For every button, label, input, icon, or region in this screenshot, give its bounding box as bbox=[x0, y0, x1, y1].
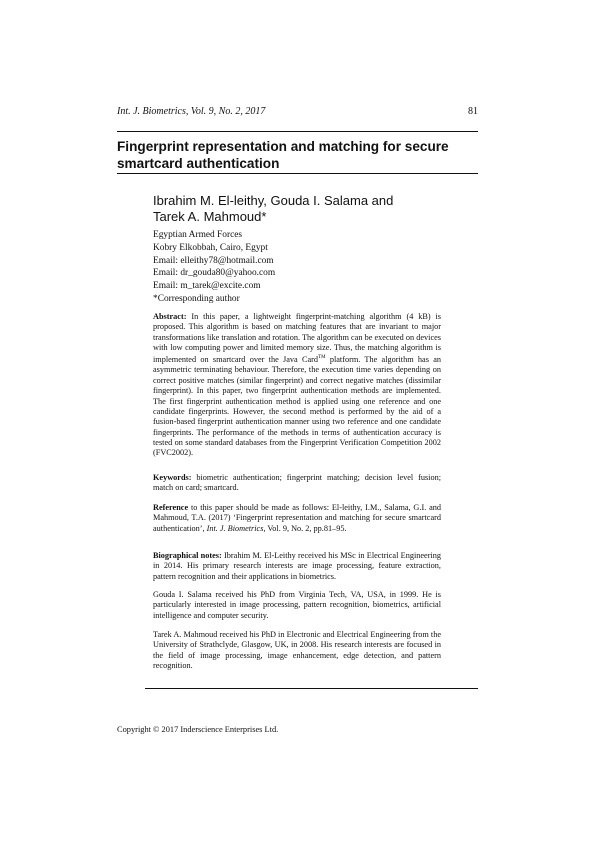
paper-title: Fingerprint representation and matching for secure smartcard authentication bbox=[117, 139, 449, 171]
abstract-label: Abstract: bbox=[153, 312, 187, 321]
copyright-notice: Copyright © 2017 Inderscience Enterprises Ltd. bbox=[117, 725, 279, 734]
reference-journal: Int. J. Biometrics bbox=[206, 523, 264, 533]
keywords-label: Keywords: bbox=[153, 473, 192, 482]
email-tarek: Email: m_tarek@excite.com bbox=[153, 281, 261, 292]
authors-line-2: Tarek A. Mahmoud* bbox=[153, 209, 267, 224]
email-gouda: Email: dr_gouda80@yahoo.com bbox=[153, 268, 276, 279]
journal-citation: Int. J. Biometrics, Vol. 9, No. 2, 2017 bbox=[117, 106, 266, 117]
bio-gouda: Gouda I. Salama received his PhD from Virginia Tech, VA, USA, in 1999. He is particularly interested in image processing, pattern recognition, biometrics, artificial intelligence and computer security. bbox=[153, 590, 441, 620]
bio-rule bbox=[145, 688, 478, 689]
reference bbox=[153, 503, 441, 534]
abstract-text-1: In this paper, a lightweight fingerprint-matching algorithm (4 kB) is proposed. This algorithm is based on matching features that are invariant to major transformations like translation and rotation. The algorithm can be executed on devices with low computing power and limited memory size. Thus, the matching algorithm is implemented on smartcard over the Java Card bbox=[153, 312, 441, 365]
keywords-text: biometric authentication; fingerprint matching; decision level fusion; match on card; smartcard. bbox=[153, 473, 442, 493]
reference-text-1: to this paper should be made as follows: El-leithy, I.M., Salama, G.I. and Mahmoud, T.A. (2017) ‘Fingerprint representation and matching for secure smartcard authentication’, bbox=[153, 503, 442, 533]
author-list bbox=[153, 193, 453, 225]
authors-line-1: Ibrahim M. El-leithy, Gouda I. Salama and bbox=[153, 193, 394, 208]
reference-text-2: , Vol. 9, No. 2, pp.81–95. bbox=[263, 523, 347, 533]
reference-label: Reference bbox=[153, 503, 189, 512]
running-head bbox=[117, 106, 478, 120]
bio-label: Biographical notes: bbox=[153, 551, 222, 560]
affiliation-block bbox=[153, 229, 453, 306]
biographical-notes bbox=[153, 551, 441, 582]
title-rule bbox=[117, 173, 478, 174]
abstract bbox=[153, 312, 441, 459]
page-number: 81 bbox=[468, 106, 478, 117]
bio-tarek: Tarek A. Mahmoud received his PhD in Electronic and Electrical Engineering from the University of Strathclyde, Glasgow, UK, in 2008. His research interests are focused in the field of image processing, image enhancement, edge detection, and pattern recognition. bbox=[153, 630, 441, 671]
bio-text: Ibrahim M. El-Leithy received his MSc in Electrical Engineering in 2014. His primary research interests are image processing, feature extraction, pattern recognition and their applications in biometrics. bbox=[153, 551, 441, 581]
affiliation-address: Kobry Elkobbah, Cairo, Egypt bbox=[153, 242, 268, 253]
keywords bbox=[153, 473, 441, 494]
abstract-text-2: platform. The algorithm has an asymmetric terminating behaviour. Therefore, the execution time varies depending on correct positive matches (similar fingerprint) and correct negative matches (dissimilar fingerprint). In this paper, two fingerprint authentication methods are implemented. The first fingerprint authentication method is applied using one reference and one candidate fingerprints. However, the second method is performed by the aid of a fusion-based fingerprint authentication manner using two reference and one candidate fingerprints. The performance of the methods in terms of authentication accuracy is tested on some standard databases from the Fingerprint Verification Competition 2002 (FVC2002). bbox=[153, 355, 441, 458]
affiliation-organisation: Egyptian Armed Forces bbox=[153, 230, 243, 240]
corresponding-author-note: *Corresponding author bbox=[153, 293, 240, 304]
email-elleithy: Email: elleithy78@hotmail.com bbox=[153, 255, 274, 266]
trademark-superscript: TM bbox=[318, 355, 326, 361]
header-rule bbox=[117, 131, 478, 132]
